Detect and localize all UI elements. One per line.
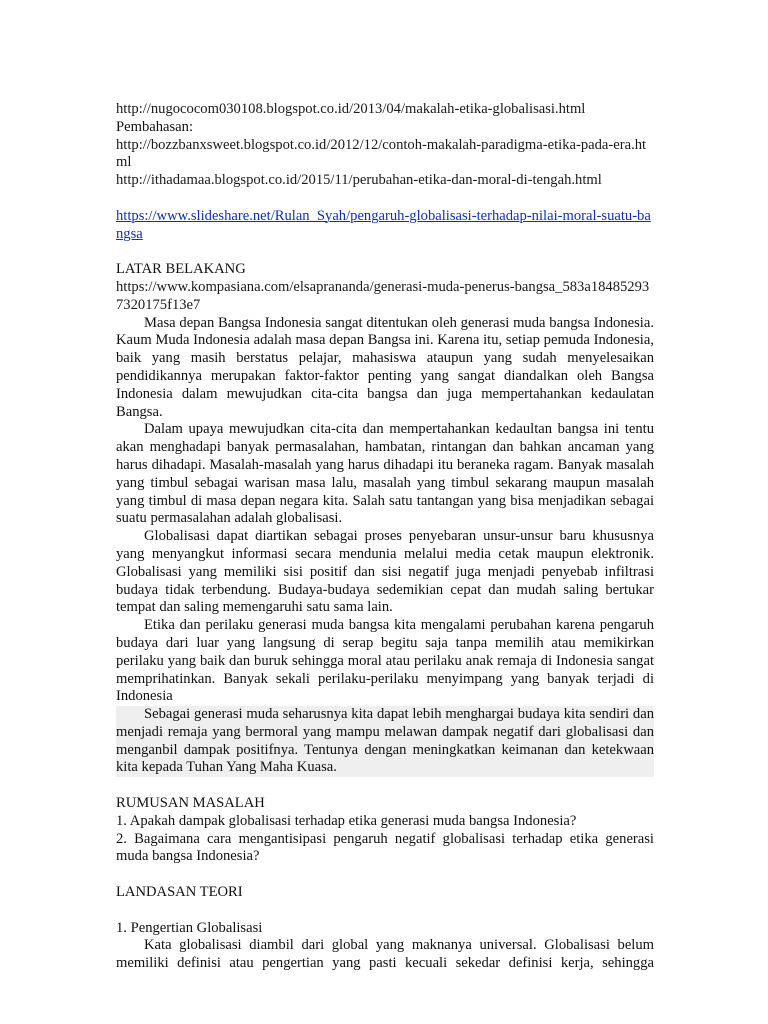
latar-paragraph-5-highlighted: Sebagai generasi muda seharusnya kita dapat lebih menghargai budaya kita sendiri dan menjadi remaja yang bermoral yang mampu melawan dampak negatif dari globalisasi dan menganbil dampak positifnya. Tentunya dengan meningkatkan keimanan dan ketekwaan kita kepada Tuhan Yang Maha Kuasa. <box>116 706 654 776</box>
reference-link-kompasiana[interactable]: https://www.kompasiana.com/elsaprananda/generasi-muda-penerus-bangsa_583a184852937320175f13e7 <box>116 278 650 313</box>
landasan-subheading-1: 1. Pengertian Globalisasi <box>116 919 263 936</box>
spacer <box>116 190 654 208</box>
document-body <box>116 101 654 973</box>
landasan-teori-heading: LANDASAN TEORI <box>116 884 243 901</box>
rumusan-item-2: 2. Bagaimana cara mengantisipasi pengaruh negatif globalisasi terhadap etika generasi muda bangsa Indonesia? <box>116 830 654 865</box>
latar-paragraph-1: Masa depan Bangsa Indonesia sangat ditentukan oleh generasi muda bangsa Indonesia. Kaum Muda Indonesia adalah masa depan Bangsa ini. Karena itu, setiap pemuda Indonesia, baik yang masih berstatus pelajar, mahasiswa ataupun yang sudah menyelesaikan pendidikannya merupakan faktor-faktor penting yang sangat diandalkan oleh Bangsa Indonesia dalam mewujudkan cita-cita bangsa dan juga mempertahankan kedaulatan Bangsa. <box>116 314 654 420</box>
landasan-paragraph-1: Kata globalisasi diambil dari global yang maknanya universal. Globalisasi belum memiliki definisi atau pengertian yang pasti kecuali sekedar definisi kerja, sehingga <box>116 937 654 972</box>
rumusan-masalah-heading: RUMUSAN MASALAH <box>116 795 265 812</box>
reference-link-ithadamaa[interactable]: http://ithadamaa.blogspot.co.id/2015/11/perubahan-etika-dan-moral-di-tengah.html <box>116 172 602 189</box>
reference-link-nugococom[interactable]: http://nugococom030108.blogspot.co.id/2013/04/makalah-etika-globalisasi.html <box>116 101 586 117</box>
rumusan-item-1: 1. Apakah dampak globalisasi terhadap etika generasi muda bangsa Indonesia? <box>116 812 577 829</box>
latar-paragraph-2: Dalam upaya mewujudkan cita-cita dan mempertahankan kedaultan bangsa ini tentu akan menghadapi banyak permasalahan, hambatan, rintangan dan bahkan ancaman yang harus dihadapi. Masalah-masalah yang harus dihadapi itu beraneka ragam. Banyak masalah yang timbul sebagai warisan masa lalu, masalah yang timbul sekarang maupun masalah yang timbul di masa depan negara kita. Salah satu tantangan yang bisa menjadikan sebagai suatu permasalahan adalah globalisasi. <box>116 421 654 527</box>
latar-paragraph-3: Globalisasi dapat diartikan sebagai proses penyebaran unsur-unsur baru khususnya yang menyangkut informasi secara mendunia melalui media cetak maupun elektronik. Globalisasi yang memiliki sisi positif dan sisi negatif juga menjadi penyebab infiltrasi budaya tidak terbendung. Budaya-budaya sedemikian cepat dan mudah saling bertukar tempat dan saling memengaruhi satu sama lain. <box>116 528 654 616</box>
spacer <box>116 902 654 920</box>
reference-link-slideshare[interactable]: https://www.slideshare.net/Rulan_Syah/pengaruh-globalisasi-terhadap-nilai-moral-suatu-bangsa <box>116 207 651 242</box>
spacer <box>116 777 654 795</box>
reference-link-bozzbanxsweet[interactable]: http://bozzbanxsweet.blogspot.co.id/2012/12/contoh-makalah-paradigma-etika-pada-era.html <box>116 136 647 171</box>
pembahasan-label: Pembahasan: <box>116 118 194 135</box>
spacer <box>116 866 654 884</box>
latar-paragraph-4: Etika dan perilaku generasi muda bangsa kita mengalami perubahan karena pengaruh budaya dari luar yang langsung di serap begitu saja tanpa memilih atau memikirkan perilaku yang baik dan buruk sehingga moral atau perilaku anak remaja di Indonesia sangat memprihatinkan. Banyak sekali perilaku-perilaku menyimpang yang banyak terjadi di Indonesia <box>116 617 654 705</box>
spacer <box>116 243 654 261</box>
latar-belakang-heading: LATAR BELAKANG <box>116 261 246 278</box>
